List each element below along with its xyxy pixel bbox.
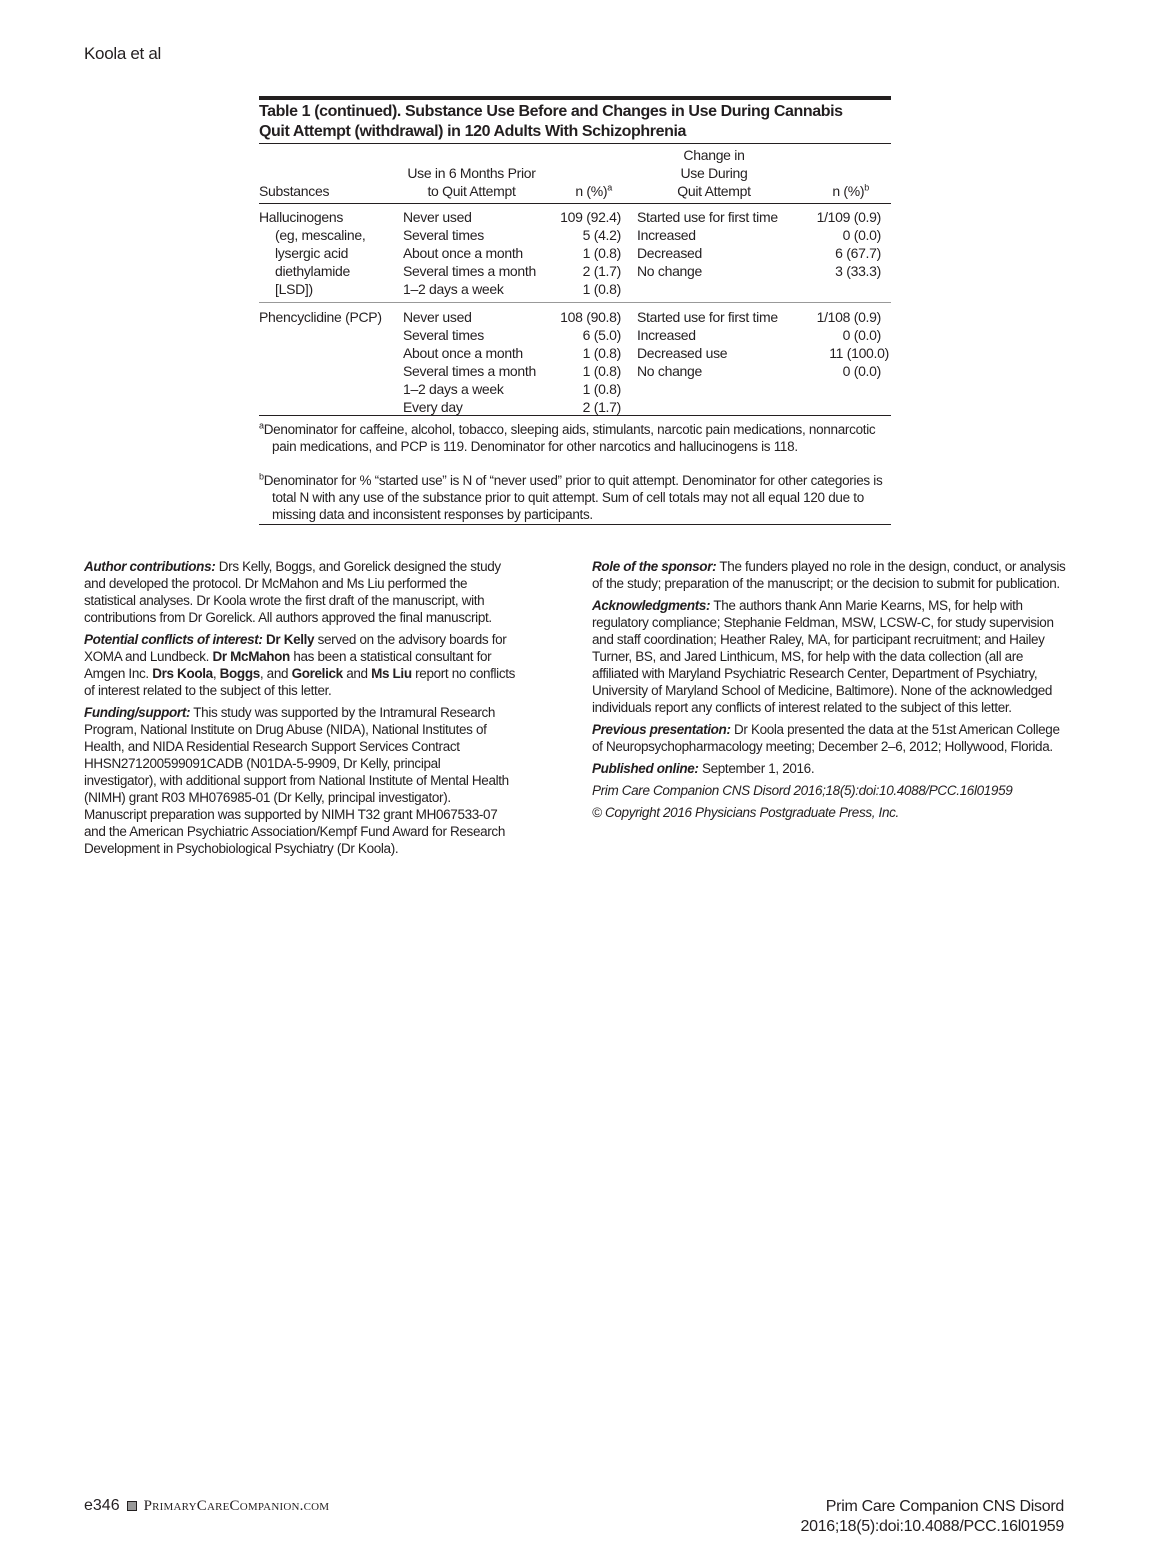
header-change-line: Quit Attempt	[677, 183, 751, 199]
site-link[interactable]: PrimaryCareCompanion.com	[143, 1497, 330, 1514]
prior-use-n: 5 (4.2)	[582, 227, 621, 243]
journal-name: Prim Care Companion CNS Disord	[825, 1498, 1064, 1515]
footnote-mark: b	[864, 182, 869, 193]
change-n: 11 (100.0)	[829, 345, 889, 361]
substance-name: lysergic acid	[275, 245, 349, 261]
substance-name: Phencyclidine (PCP)	[259, 309, 382, 325]
table-top-rule	[259, 96, 891, 100]
conflicts-of-interest	[84, 631, 516, 699]
substance-name: diethylamide	[275, 263, 350, 279]
table-title	[259, 102, 899, 142]
prior-use-label: Never used	[403, 309, 472, 325]
table-title-line: Quit Attempt (withdrawal) in 120 Adults With Schizophrenia	[259, 123, 687, 140]
substance-name: [LSD])	[275, 281, 313, 297]
funding-support	[84, 704, 516, 857]
change-label: Started use for first time	[637, 309, 778, 325]
prior-use-label: Several times	[403, 327, 484, 343]
change-n: 0 (0.0)	[842, 327, 881, 343]
left-column	[84, 558, 516, 862]
footer-right	[801, 1497, 1065, 1537]
header-change-line: Change in	[683, 147, 745, 163]
section-text: September 1, 2016.	[698, 761, 815, 776]
table-footnote	[259, 472, 891, 523]
prior-use-label: About once a month	[403, 345, 523, 361]
change-n: 6 (67.7)	[835, 245, 881, 261]
group-divider	[259, 302, 891, 303]
header-change-line: Use During	[680, 165, 748, 181]
footnote-mark: b	[259, 471, 264, 482]
author-name: Dr Kelly	[265, 632, 315, 647]
prior-use-label: 1–2 days a week	[403, 381, 504, 397]
page-number: e346	[84, 1497, 120, 1514]
section-text: This study was supported by the Intramural Research Program, National Institute on Drug Abuse (NIDA), National Institutes of Health, and NIDA Residential Research Support Services Contract HHSN271200599091CADB (N01DA-5-9909, Dr Kelly, principal investigator), with additional support from National Institute of Mental Health (NIMH) grant R03 MH076985-01 (Dr Kelly, principal investigator). Manuscript preparation was supported by NIMH T32 grant MH067533-07 and the American Psychiatric Association/Kempf Fund Award for Research Development in Psychobiological Psychiatry (Dr Koola).	[84, 705, 509, 856]
author-name: Dr McMahon	[212, 649, 290, 664]
footnote-text: Denominator for caffeine, alcohol, tobacco, sleeping aids, stimulants, narcotic pain medications, nonnarcotic pain medications, and PCP is 119. Denominator for other narcotics and hallucinogens is 118.	[263, 422, 876, 454]
journal-doi: 2016;18(5):doi:10.4088/PCC.16l01959	[800, 1518, 1064, 1535]
change-label: Increased	[637, 227, 696, 243]
change-n: 0 (0.0)	[842, 363, 881, 379]
prior-use-label: Never used	[403, 209, 472, 225]
section-text: The authors thank Ann Marie Kearns, MS, for help with regulatory compliance; Stephanie Feldman, MSW, LCSW-C, for study supervision and staff coordination; Heather Raley, MA, for participant recruitment; and Hailey Turner, BS, and Jared Linthicum, MS, for help with the data collection (all are affiliated with Maryland Psychiatric Research Center, Department of Psychiatry, University of Maryland School of Medicine, Baltimore). None of the acknowledged individuals report any conflicts of interest related to the subject of this letter.	[592, 598, 1054, 715]
section-heading: Author contributions:	[84, 559, 216, 574]
change-n: 1/108 (0.9)	[816, 309, 881, 325]
change-label: No change	[637, 263, 703, 279]
table-rule	[259, 203, 891, 204]
author-name: Ms Liu	[371, 666, 412, 681]
section-text: served on the advisory boards for XOMA and Lundbeck.	[84, 632, 507, 664]
prior-use-label: Every day	[403, 399, 463, 415]
footer-left	[84, 1497, 329, 1515]
header-use-prior-line: to Quit Attempt	[427, 183, 516, 199]
footnote-text: Denominator for % “started use” is N of “never used” prior to quit attempt. Denominator for other categories is total N with any use of the substance prior to quit attempt. Sum of cell totals may not all equal 120 due to missing data and inconsistent responses by participants.	[263, 473, 883, 522]
prior-use-n: 2 (1.7)	[582, 263, 621, 279]
prior-use-n: 1 (0.8)	[582, 281, 621, 297]
section-text: and	[342, 666, 372, 681]
prior-use-n: 1 (0.8)	[582, 363, 621, 379]
role-of-sponsor	[592, 558, 1066, 592]
header-substances: Substances	[259, 183, 330, 199]
table-rule	[259, 143, 891, 144]
section-text: , and	[259, 666, 292, 681]
section-text: Dr Koola presented the data at the 51st American College of Neuropsychopharmacology meeting; December 2–6, 2012; Hollywood, Florida.	[592, 722, 1060, 754]
author-name: Drs Koola	[152, 666, 213, 681]
header-n-a-label: n (%)	[575, 183, 608, 199]
header-use-prior-line: Use in 6 Months Prior	[407, 165, 536, 181]
square-bullet-icon	[127, 1501, 137, 1511]
change-label: Increased	[637, 327, 696, 343]
change-n: 0 (0.0)	[842, 227, 881, 243]
previous-presentation	[592, 721, 1066, 755]
change-label: Started use for first time	[637, 209, 778, 225]
citation: Prim Care Companion CNS Disord 2016;18(5):doi:10.4088/PCC.16l01959	[592, 783, 1013, 798]
section-heading: Funding/support:	[84, 705, 191, 720]
prior-use-n: 1 (0.8)	[582, 381, 621, 397]
prior-use-n: 6 (5.0)	[582, 327, 621, 343]
section-text: report no conflicts of interest related to the subject of this letter.	[84, 666, 516, 698]
prior-use-label: Several times a month	[403, 363, 536, 379]
running-head: Koola et al	[84, 44, 162, 63]
substance-name: Hallucinogens	[259, 209, 344, 225]
header-n-a	[549, 182, 612, 200]
footnote-mark: a	[259, 420, 264, 431]
table-title-line: Table 1 (continued). Substance Use Before and Changes in Use During Cannabis	[259, 103, 843, 120]
author-name: Gorelick	[291, 666, 343, 681]
prior-use-n: 108 (90.8)	[560, 309, 621, 325]
header-n-b-label: n (%)	[832, 183, 865, 199]
prior-use-label: 1–2 days a week	[403, 281, 504, 297]
table-footnote	[259, 421, 891, 455]
section-text: ,	[212, 666, 220, 681]
header-n-b	[799, 182, 869, 200]
section-text: Drs Kelly, Boggs, and Gorelick designed the study and developed the protocol. Dr McMahon and Ms Liu performed the statistical analyses. Dr Koola wrote the first draft of the manuscript, with contributions from Dr Gorelick. All authors approved the final manuscript.	[84, 559, 501, 625]
change-n: 3 (33.3)	[835, 263, 881, 279]
prior-use-n: 1 (0.8)	[582, 245, 621, 261]
right-column	[592, 558, 1066, 826]
section-heading: Previous presentation:	[592, 722, 731, 737]
footnote-mark: a	[607, 182, 612, 193]
substance-name: (eg, mescaline,	[275, 227, 366, 243]
section-heading: Acknowledgments:	[592, 598, 711, 613]
author-contributions	[84, 558, 516, 626]
change-label: No change	[637, 363, 703, 379]
section-text: The funders played no role in the design, conduct, or analysis of the study; preparation of the manuscript; or the decision to submit for publication.	[592, 559, 1066, 591]
table-bottom-rule	[259, 524, 891, 525]
change-label: Decreased	[637, 245, 703, 261]
author-name: Boggs	[219, 666, 260, 681]
change-n: 1/109 (0.9)	[816, 209, 881, 225]
prior-use-label: Several times a month	[403, 263, 536, 279]
change-label: Decreased use	[637, 345, 728, 361]
published-online	[592, 760, 1066, 777]
prior-use-n: 1 (0.8)	[582, 345, 621, 361]
copyright: © Copyright 2016 Physicians Postgraduate Press, Inc.	[592, 805, 899, 820]
prior-use-n: 109 (92.4)	[560, 209, 621, 225]
table-rule	[259, 415, 891, 416]
section-heading: Potential conflicts of interest:	[84, 632, 263, 647]
section-text: has been a statistical consultant for Amgen Inc.	[84, 649, 492, 681]
prior-use-n: 2 (1.7)	[582, 399, 621, 415]
section-heading: Published online:	[592, 761, 699, 776]
prior-use-label: Several times	[403, 227, 484, 243]
acknowledgments	[592, 597, 1066, 716]
section-heading: Role of the sponsor:	[592, 559, 717, 574]
prior-use-label: About once a month	[403, 245, 523, 261]
